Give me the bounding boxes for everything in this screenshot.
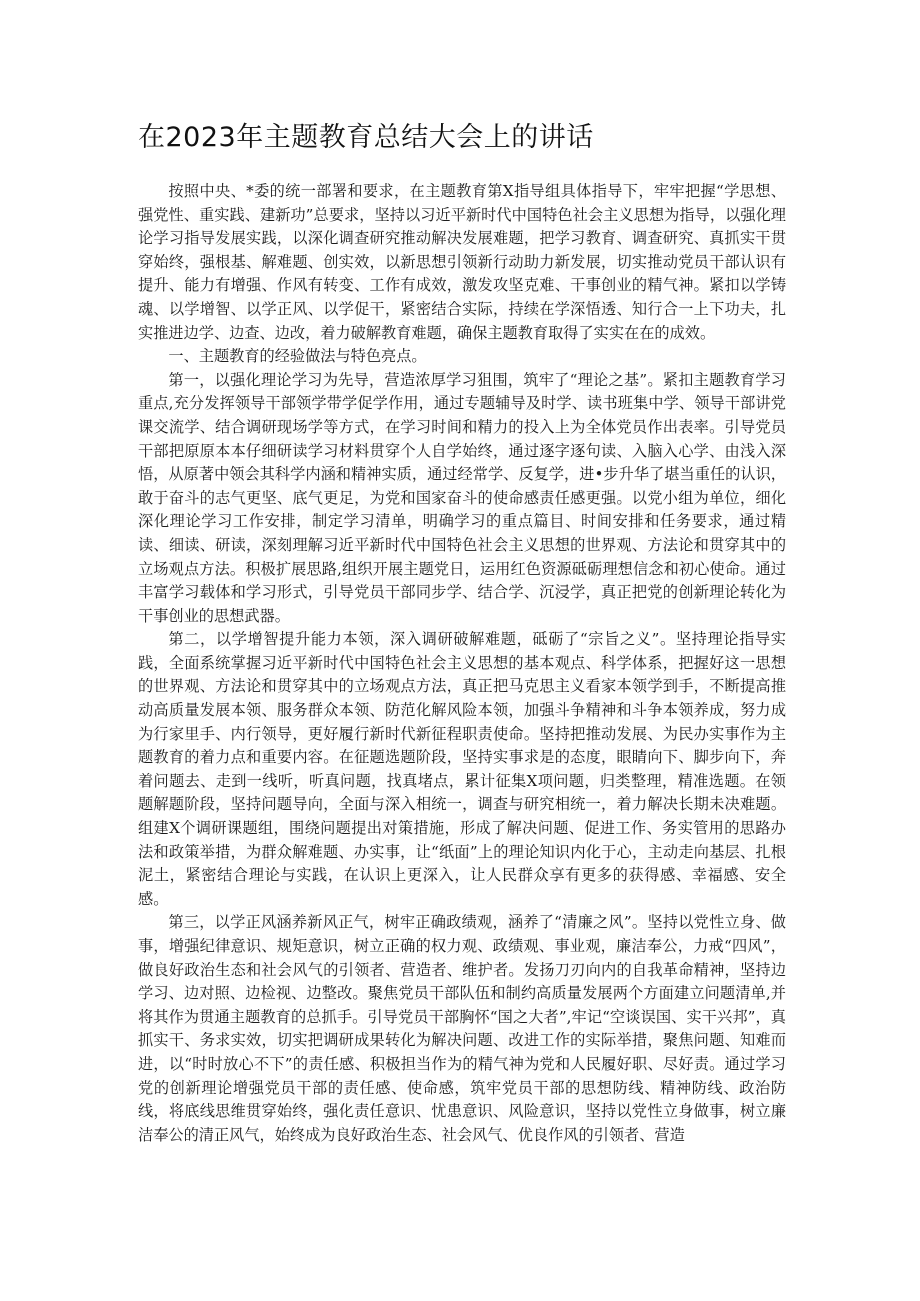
document-title: 在2023年主题教育总结大会上的讲话 (138, 122, 594, 153)
paragraph-second: 第二，以学增智提升能力本领，深入调研破解难题，砥砺了“宗旨之义”。坚持理论指导实践，全面系统掌握习近平新时代中国特色社会主义思想的基本观点、科学体系，把握好这一思想的世界观、方法论和贯穿其中的立场观点方法，真正把马克思主义看家本领学到手，不断提高推动高质量发展本领、服务群众本领、防范化解风险本领，加强斗争精神和斗争本领养成，努力成为行家里手、内行领导，更好履行新时代新征程职责使命。坚持把推动发展、为民办实事作为主题教育的着力点和重要内容。在征题选题阶段，坚持实事求是的态度，眼睛向下、脚步向下，奔着问题去、走到一线听，听真问题，找真堵点，累计征集X项问题，归类整理，精准选题。在领题解题阶段，坚持问题导向，全面与深入相统一，调查与研究相统一，着力解决长期未决难题。组建X个调研课题组，围绕问题提出对策措施，形成了解决问题、促进工作、务实管用的思路办法和政策举措，为群众解难题、办实事，让“纸面”上的理论知识内化于心，主动走向基层、扎根泥土，紧密结合理论与实践，在认识上更深入，让人民群众享有更多的获得感、幸福感、安全感。 (138, 630, 786, 908)
section-heading: 一、主题教育的经验做法与特色亮点。 (168, 347, 427, 366)
paragraph-first: 第一，以强化理论学习为先导，营造浓厚学习狙围，筑牢了“理论之基”。紧扣主题教育学习重点,充分发挥领导干部领学带学促学作用，通过专题辅导及时学、读书班集中学、领导干部讲党课交流学、结合调研现场学等方式，在学习时间和精力的投入上为全体党员作出表率。引导党员干部把原原本本仔细研读学习材料贯穿个人自学始终，通过逐字逐句读、入脑入心学、由浅入深悟，从原著中领会其科学内涵和精神实质，通过经常学、反复学，进•步升华了堪当重任的认识，敢于奋斗的志气更坚、底气更足，为党和国家奋斗的使命感责任感更强。以党小组为单位，细化深化理论学习工作安排，制定学习清单，明确学习的重点篇目、时间安排和任务要求，通过精读、细读、研读，深刻理解习近平新时代中国特色社会主义思想的世界观、方法论和贯穿其中的立场观点方法。积极扩展思路,组织开展主题党日，运用红色资源砥砺理想信念和初心使命。通过丰富学习载体和学习形式，引导党员干部同步学、结合学、沉浸学，真正把党的创新理论转化为干事创业的思想武器。 (138, 370, 786, 625)
intro-paragraph: 按照中央、*委的统一部署和要求，在主题教育第X指导组具体指导下，牢牢把握“学思想、强党性、重实践、建新功”总要求，坚持以习近平新时代中国特色社会主义思想为指导，以强化理论学习指导发展实践，以深化调查研究推动解决发展难题，把学习教育、调查研究、真抓实干贯穿始终，强根基、解难题、创实效，以新思想引领新行动助力新发展，切实推动党员干部认识有提升、能力有增强、作风有转变、工作有成效，激发攻坚克难、干事创业的精气神。紧扣以学铸魂、以学增智、以学正风、以学促干，紧密结合实际，持续在学深悟透、知行合一上下功夫，扎实推进边学、边查、边改，着力破解教育难题，确保主题教育取得了实实在在的成效。 (138, 182, 786, 342)
paragraph-third: 第三，以学正风涵养新风正气，树牢正确政绩观，涵养了“清廉之风”。坚持以党性立身、做事，增强纪律意识、规矩意识，树立正确的权力观、政绩观、事业观，廉洁奉公，力戒“四风”，做良好政治生态和社会风气的引领者、营造者、维护者。发扬刀刃向内的自我革命精神，坚持边学习、边对照、边检视、边整改。聚焦党员干部队伍和制约高质量发展两个方面建立问题清单,并将其作为贯通主题教育的总抓手。引导党员干部胸怀“国之大者”,牢记“空谈误国、实干兴邦”，真抓实干、务求实效，切实把调研成果转化为解决问题、改进工作的实际举措，聚焦问题、知难而进，以“时时放心不下”的责任感、积极担当作为的精气神为党和人民履好职、尽好责。通过学习党的创新理论增强党员干部的责任感、使命感，筑牢党员干部的思想防线、精神防线、政治防线，将底线思维贯穿始终，强化责任意识、忧患意识、风险意识，坚持以党性立身做事，树立廉洁奉公的清正风气，始终成为良好政治生态、社会风气、优良作风的引领者、营造 (138, 913, 786, 1144)
document-page (138, 118, 786, 1147)
